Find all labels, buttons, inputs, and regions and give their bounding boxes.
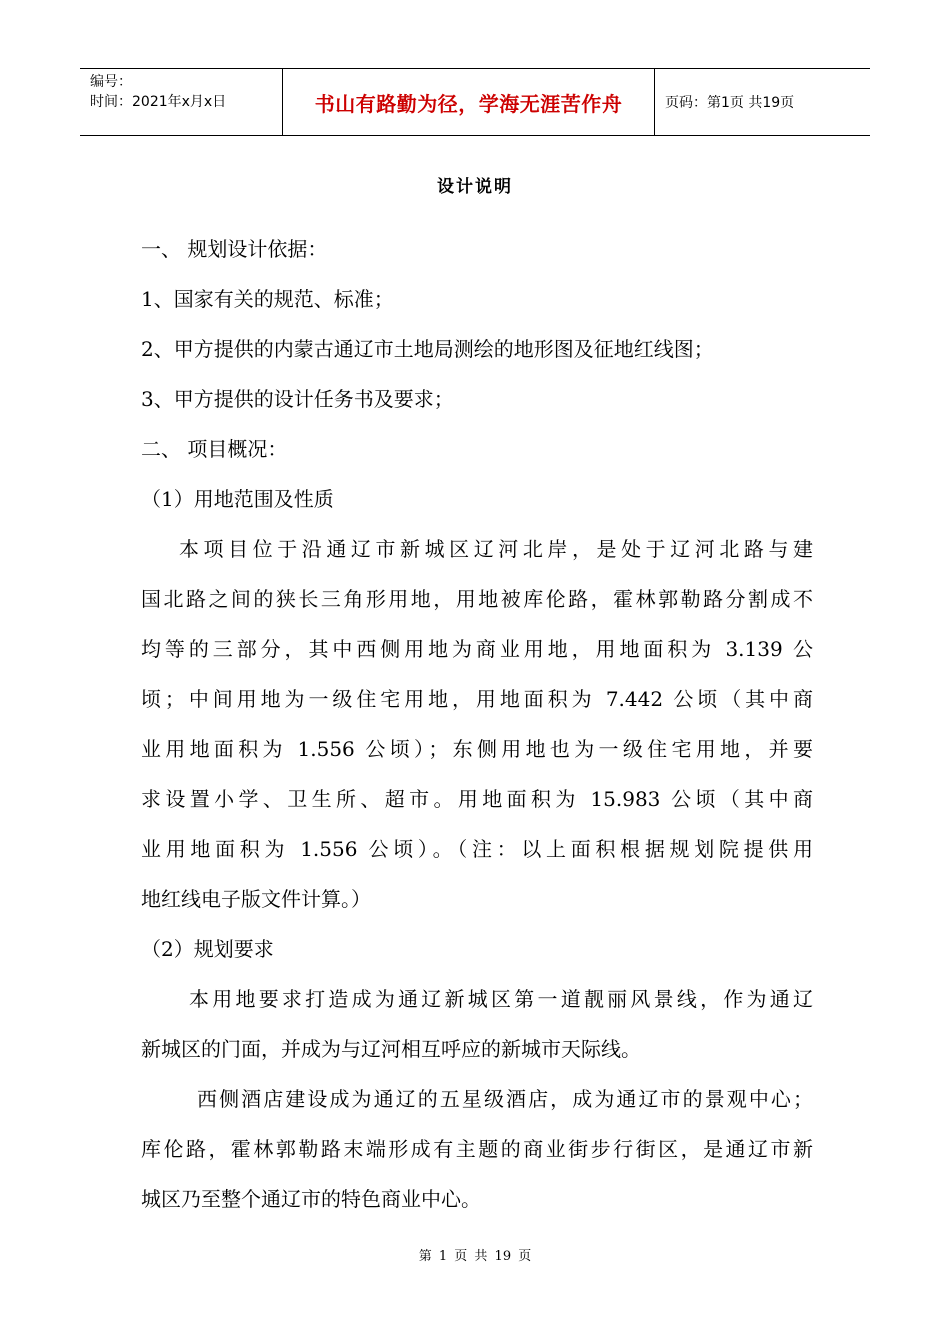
paragraph-planning-requirements xyxy=(141,974,813,1074)
paragraph-line: 国北路之间的狭长三角形用地，用地被库伦路，霍林郭勒路分割成不 xyxy=(141,587,813,611)
paragraph-line: 均等的三部分，其中西侧用地为商业用地，用地面积为 3.139 公 xyxy=(141,637,813,661)
paragraph-line: 新城区的门面，并成为与辽河相互呼应的新城市天际线。 xyxy=(141,1037,641,1061)
paragraph-line: 西侧酒店建设成为通辽的五星级酒店，成为通辽市的景观中心； xyxy=(197,1087,813,1111)
basis-item-2: 2、甲方提供的内蒙古通辽市土地局测绘的地形图及征地红线图； xyxy=(141,337,714,361)
header-table xyxy=(80,68,870,136)
paragraph-line: 本项目位于沿通辽市新城区辽河北岸，是处于辽河北路与建 xyxy=(179,537,813,561)
section-heading-basis: 一、 规划设计依据： xyxy=(141,237,328,261)
section-heading-overview: 二、 项目概况： xyxy=(141,437,288,461)
header-page-info: 页码：第1页 共19页 xyxy=(665,95,795,111)
header-meta-cell xyxy=(80,69,283,135)
header-motto: 书山有路勤为径，学海无涯苦作舟 xyxy=(283,69,655,135)
subsection-heading-land-scope: （1）用地范围及性质 xyxy=(141,487,334,511)
page-footer: 第 1 页 共 19 页 xyxy=(418,1249,532,1264)
paragraph-hotel-commercial xyxy=(141,1074,813,1224)
paragraph-line: 城区乃至整个通辽市的特色商业中心。 xyxy=(141,1187,481,1211)
basis-item-3: 3、甲方提供的设计任务书及要求； xyxy=(141,387,454,411)
document-date-label: 时间：2021年x月x日 xyxy=(90,94,227,110)
paragraph-land-scope xyxy=(141,524,813,924)
basis-item-1: 1、国家有关的规范、标准； xyxy=(141,287,394,311)
paragraph-line: 顷；中间用地为一级住宅用地，用地面积为 7.442 公顷（其中商 xyxy=(141,687,813,711)
document-title: 设计说明 xyxy=(437,177,513,197)
paragraph-line: 求设置小学、卫生所、超市。用地面积为 15.983 公顷（其中商 xyxy=(141,787,813,811)
paragraph-line: 业用地面积为 1.556 公顷）；东侧用地也为一级住宅用地，并要 xyxy=(141,737,813,761)
document-number-label: 编号： xyxy=(90,74,132,90)
subsection-heading-planning-requirements: （2）规划要求 xyxy=(141,937,274,961)
paragraph-line: 业用地面积为 1.556 公顷）。（注：以上面积根据规划院提供用 xyxy=(141,837,813,861)
paragraph-line: 地红线电子版文件计算。） xyxy=(141,887,371,911)
document-body xyxy=(141,224,813,1224)
paragraph-line: 库伦路，霍林郭勒路末端形成有主题的商业街步行街区，是通辽市新 xyxy=(141,1137,813,1161)
paragraph-line: 本用地要求打造成为通辽新城区第一道靓丽风景线，作为通辽 xyxy=(189,987,813,1011)
